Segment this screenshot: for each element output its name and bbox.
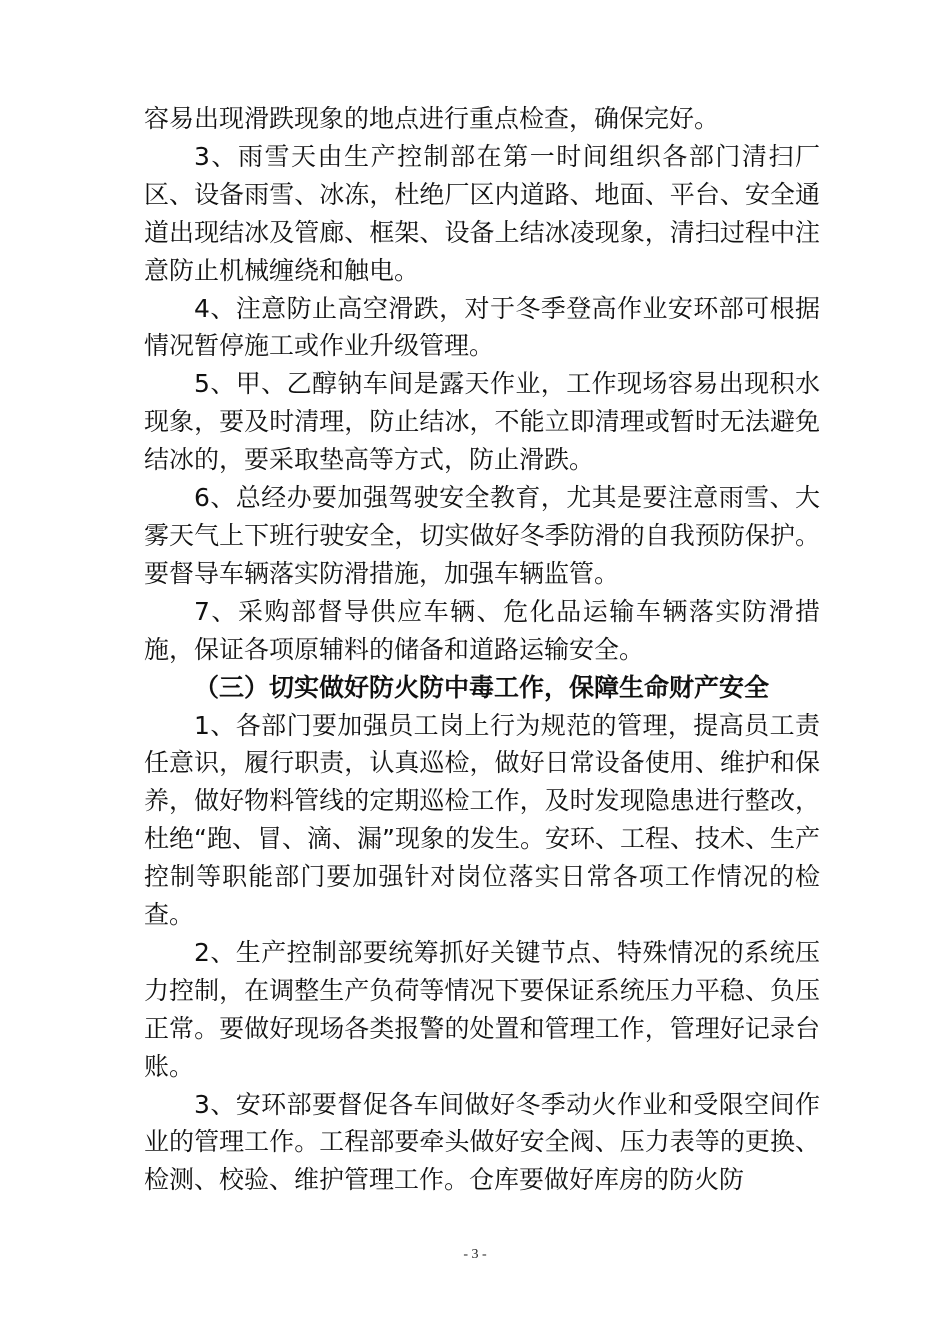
paragraph-continuation: 容易出现滑跌现象的地点进行重点检查，确保完好。 xyxy=(144,104,720,133)
paragraph-fire-item-3: 3、安环部要督促各车间做好冬季动火作业和受限空间作业的管理工作。工程部要牵头做好安全阀、压力表等的更换、检测、校验、维护管理工作。仓库要做好库房的防火防 xyxy=(144,1089,820,1195)
paragraph-item-7-procurement: 7、采购部督导供应车辆、危化品运输车辆落实防滑措施，保证各项原辅料的储备和道路运输安全。 xyxy=(144,596,820,664)
paragraph-fire-item-2: 2、生产控制部要统筹抓好关键节点、特殊情况的系统压力控制，在调整生产负荷等情况下要保证系统压力平稳、负压正常。要做好现场各类报警的处置和管理工作，管理好记录台账。 xyxy=(144,937,820,1081)
paragraph-item-6-driving-safety: 6、总经办要加强驾驶安全教育，尤其是要注意雨雪、大雾天气上下班行驶安全，切实做好冬季防滑的自我预防保护。要督导车辆落实防滑措施，加强车辆监管。 xyxy=(144,483,820,588)
page-number: - 3 - xyxy=(463,1247,487,1262)
paragraph-item-3-snow-clearing: 3、雨雪天由生产控制部在第一时间组织各部门清扫厂区、设备雨雪、冰冻，杜绝厂区内道路、地面、平台、安全通道出现结冰及管廊、框架、设备上结冰凌现象，清扫过程中注意防止机械缠绕和触电。 xyxy=(144,141,820,285)
paragraph-fire-item-1: 1、各部门要加强员工岗上行为规范的管理，提高员工责任意识，履行职责，认真巡检，做好日常设备使用、维护和保养，做好物料管线的定期巡检工作，及时发现隐患进行整改，杜绝“跑、冒、滴、漏”现象的发生。安环、工程、技术、生产控制等职能部门要加强针对岗位落实日常各项工作情况的检查。 xyxy=(144,710,820,930)
document-body xyxy=(144,100,820,1199)
paragraph-item-4-high-altitude: 4、注意防止高空滑跌，对于冬季登高作业安环部可根据情况暂停施工或作业升级管理。 xyxy=(144,293,820,361)
section-heading-fire-poison: （三）切实做好防火防中毒工作，保障生命财产安全 xyxy=(194,672,770,702)
paragraph-item-5-workshop: 5、甲、乙醇钠车间是露天作业，工作现场容易出现积水现象，要及时清理，防止结冰，不能立即清理或暂时无法避免结冰的，要采取垫高等方式，防止滑跌。 xyxy=(144,369,820,475)
